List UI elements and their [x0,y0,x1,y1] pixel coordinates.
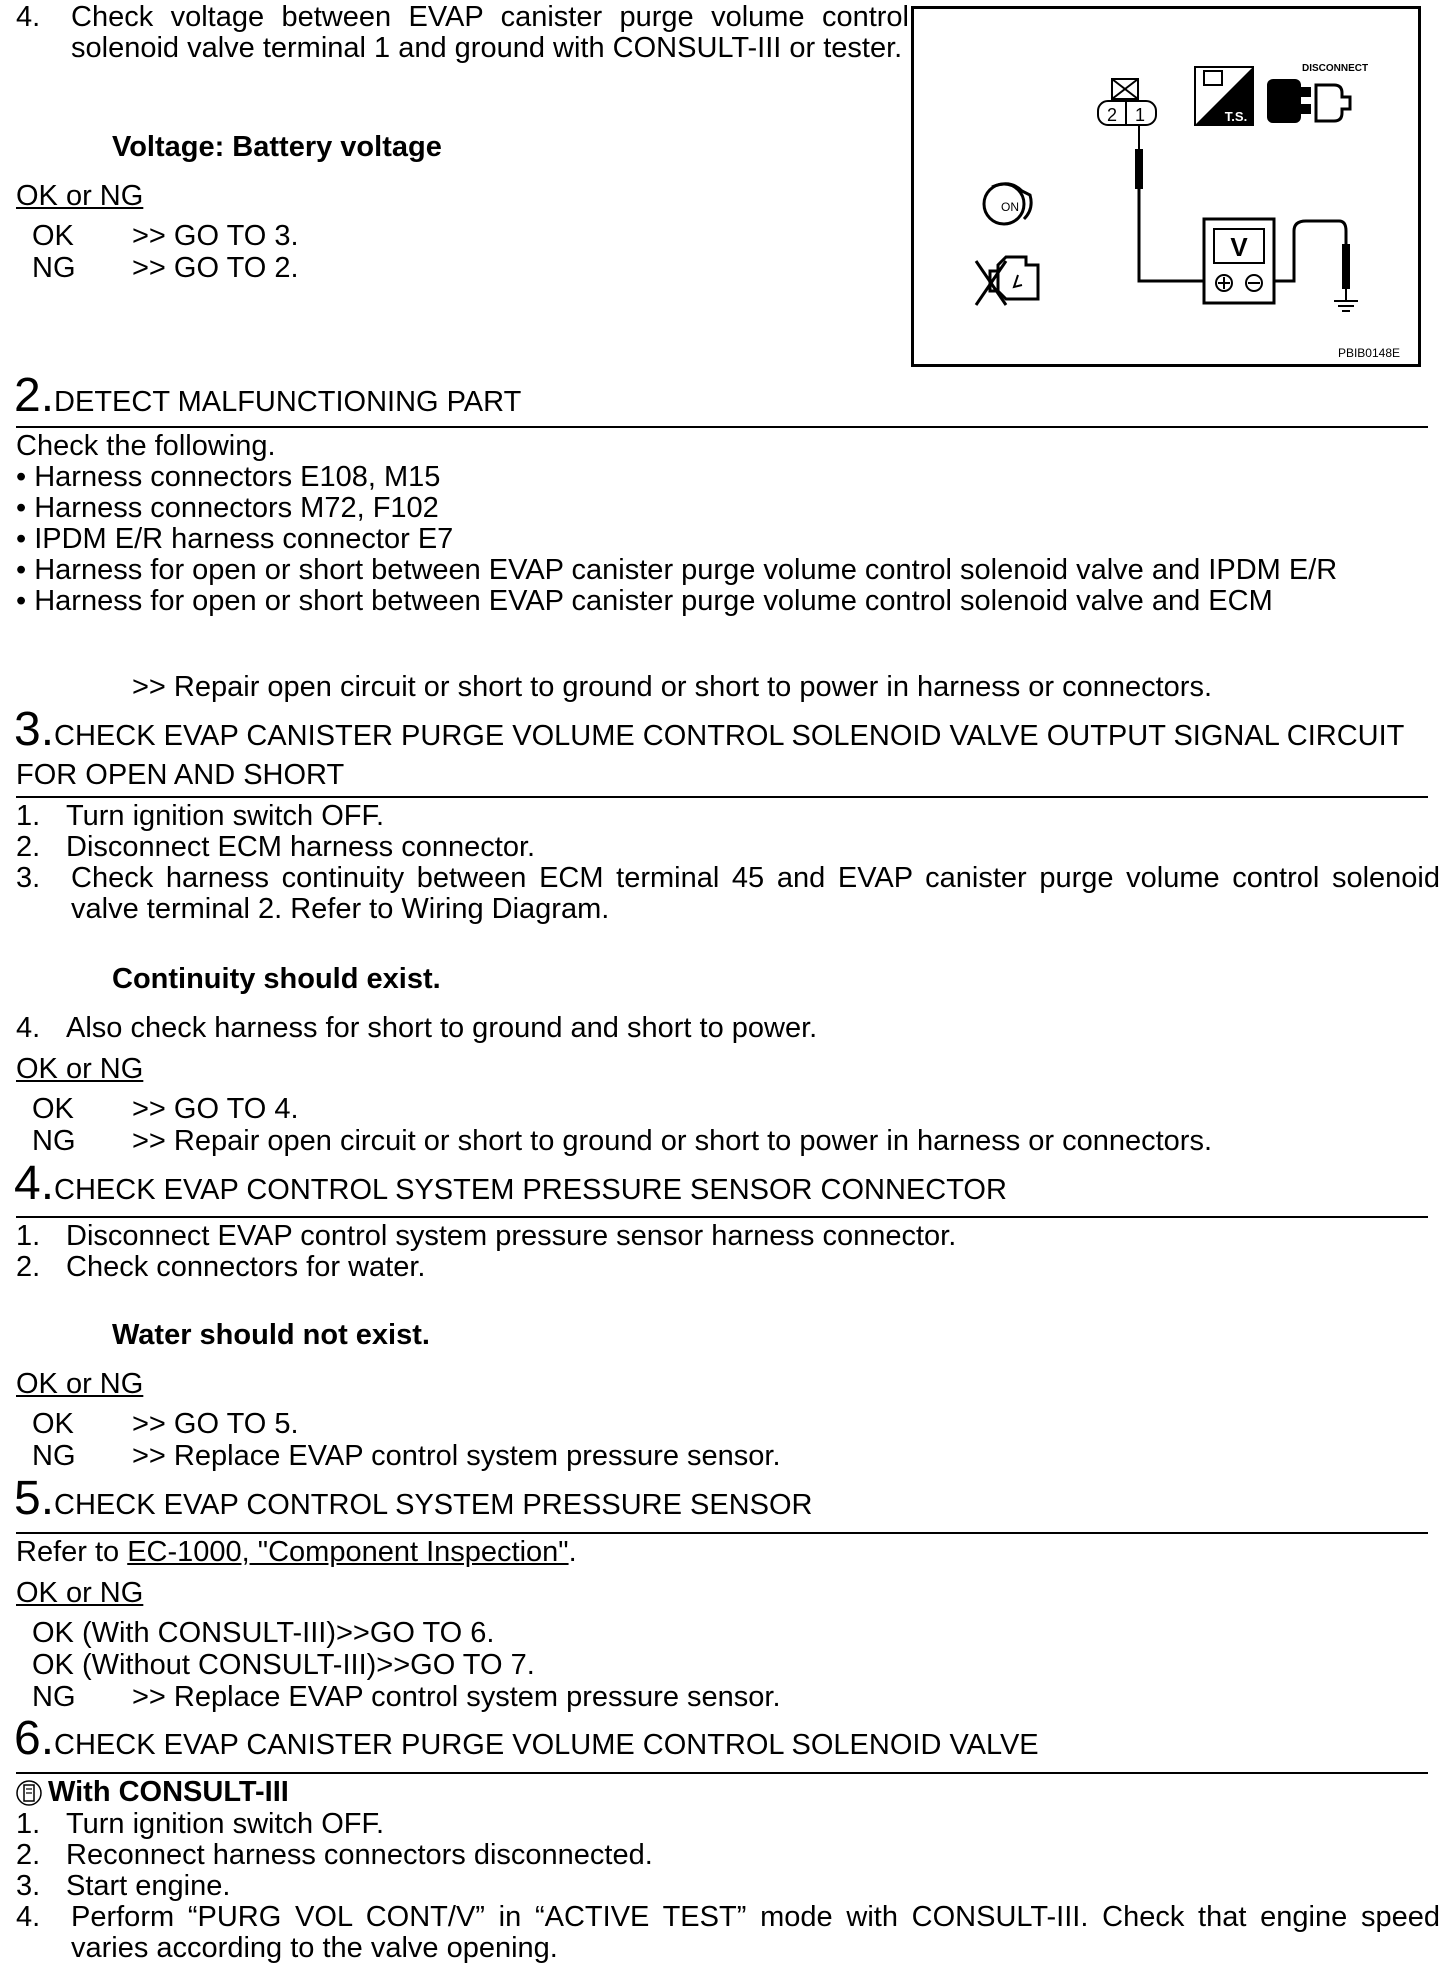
svg-text:2: 2 [1106,105,1118,125]
voltage-check-figure [911,6,1421,367]
step6-rule [16,1772,1428,1774]
step3-number: 3. [14,703,55,756]
step2-title: DETECT MALFUNCTIONING PART [54,386,522,418]
step5-number: 5. [14,1472,55,1525]
list-item: 2. Reconnect harness connectors disconnected. [16,1839,653,1871]
ok-or-ng-label: OK or NG [16,1368,144,1400]
consult-heading: With CONSULT-III [16,1777,289,1808]
step6-title: CHECK EVAP CANISTER PURGE VOLUME CONTROL SOLENOID VALVE [54,1729,1039,1761]
ignition-on-icon [984,184,1031,224]
step4-number: 4. [14,1157,55,1210]
step5-rule [16,1532,1428,1534]
list-item: 2. Check connectors for water. [16,1251,426,1283]
ng-row [32,253,299,284]
step4-header [14,1157,1007,1210]
ok-row: OK (With CONSULT-III)>>GO TO 6. [32,1617,495,1649]
step2-bullets [16,462,1337,617]
list-item: • Harness for open or short between EVAP canister purge volume control solenoid valve and ECM [16,585,1273,617]
continuity-spec: Continuity should exist. [112,963,441,995]
water-spec: Water should not exist. [112,1319,430,1351]
ng-row: NG >> Repair open circuit or short to ground or short to power in harness or connectors. [32,1125,1213,1157]
svg-text:V: V [1230,232,1248,262]
svg-text:1: 1 [1134,105,1146,125]
step2-header [14,369,522,422]
step2-intro: Check the following. [16,430,276,462]
list-item: 2. Disconnect ECM harness connector. [16,831,536,863]
ng-row: NG >> Replace EVAP control system pressure sensor. [32,1440,781,1472]
consult-icon [16,1780,42,1806]
list-item: 1. Disconnect EVAP control system pressure sensor harness connector. [16,1220,957,1252]
step3-item4: 4. Also check harness for short to ground and short to power. [16,1012,818,1044]
step2-action: >> Repair open circuit or short to ground or short to power in harness or connectors. [132,671,1213,703]
ok-row [32,221,299,252]
svg-text:DISCONNECT: DISCONNECT [1302,63,1369,74]
list-item: 3. Check harness continuity between ECM terminal 45 and EVAP canister purge volume control solenoid valve terminal 2. Refer to Wiring Diagram. [16,862,1440,925]
list-item: • Harness connectors M72, F102 [16,492,439,524]
list-item: • IPDM E/R harness connector E7 [16,523,454,555]
step6-header [14,1712,1039,1765]
step3-title-line1: CHECK EVAP CANISTER PURGE VOLUME CONTROL SOLENOID VALVE OUTPUT SIGNAL CIRCUIT [54,720,1405,752]
item-text: Check voltage between EVAP canister purge volume control solenoid valve terminal 1 and ground with CONSULT-III or tester. [71,1,909,64]
step2-rule [16,426,1428,428]
ok-action: >> GO TO 3. [132,220,299,252]
step5-header [14,1472,813,1525]
component-inspection-link[interactable]: EC-1000, "Component Inspection" [127,1536,569,1568]
ok-row: OK >> GO TO 4. [32,1093,299,1125]
probe-lead [1135,125,1206,281]
step4-title: CHECK EVAP CONTROL SYSTEM PRESSURE SENSOR CONNECTOR [54,1174,1007,1206]
step3-header [14,703,1405,756]
ng-label: NG [32,252,76,284]
ok-row: OK (Without CONSULT-III)>>GO TO 7. [32,1649,535,1681]
step5-refer: Refer to EC-1000, "Component Inspection". [16,1536,577,1568]
ok-or-ng-label: OK or NG [16,1053,144,1085]
step6-items [16,1808,1440,1964]
step6-number: 6. [14,1712,55,1765]
item-number: 4. [16,1,41,33]
svg-text:ON: ON [1001,200,1019,214]
voltmeter-icon [1204,219,1274,303]
list-item: • Harness connectors E108, M15 [16,461,441,493]
step3-rule [16,796,1428,798]
engine-off-icon [976,257,1038,305]
ground-icon [1334,301,1358,311]
list-item: • Harness for open or short between EVAP canister purge volume control solenoid valve and IPDM E/R [16,554,1338,586]
step4-items [16,1221,956,1283]
disconnect-icon [1267,63,1368,123]
ok-or-ng-label: OK or NG [16,1577,144,1609]
ok-label: OK [32,220,74,252]
list-item: 4. Perform “PURG VOL CONT/V” in “ACTIVE TEST” mode with CONSULT-III. Check that engine speed varies according to the valve opening. [16,1901,1440,1964]
step5-title: CHECK EVAP CONTROL SYSTEM PRESSURE SENSOR [54,1489,813,1521]
ng-action: >> GO TO 2. [132,252,299,284]
list-item: 3. Start engine. [16,1870,231,1902]
figure-drawing [914,9,1418,364]
ok-row: OK >> GO TO 5. [32,1408,299,1440]
list-item: 1. Turn ignition switch OFF. [16,1808,385,1840]
ground-lead [1274,221,1350,301]
step1-item4 [16,1,909,64]
voltage-spec: Voltage: Battery voltage [112,131,442,163]
step2-number: 2. [14,369,55,422]
step3-title-line2: FOR OPEN AND SHORT [16,759,345,791]
list-item: 1. Turn ignition switch OFF. [16,800,385,832]
ts-icon [1195,67,1253,125]
ok-or-ng-label: OK or NG [16,180,144,212]
step3-items [16,800,1440,925]
step4-rule [16,1216,1428,1218]
connector-icon [1098,79,1156,125]
figure-code: PBIB0148E [1337,346,1400,360]
svg-text:T.S.: T.S. [1224,109,1248,124]
ng-row: NG >> Replace EVAP control system pressure sensor. [32,1681,781,1713]
